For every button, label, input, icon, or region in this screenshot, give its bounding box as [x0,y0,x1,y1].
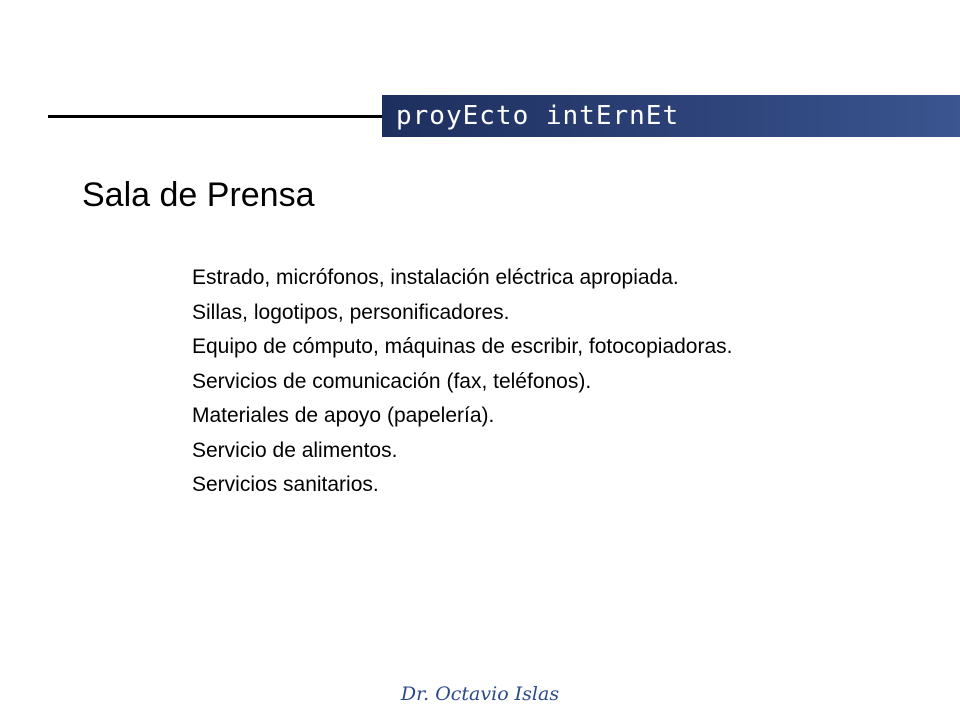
list-item: Materiales de apoyo (papelería). [192,404,495,427]
banner-logo: proyEcto intErnEt [396,101,680,131]
header-banner [382,95,960,137]
list-item: Estrado, micrófonos, instalación eléctrica apropiada. [192,266,679,289]
list-item: Sillas, logotipos, personificadores. [192,300,510,324]
list-item: Servicio de alimentos. [192,438,398,462]
list-item: Servicios de comunicación (fax, teléfonos). [192,369,592,393]
list-item: Equipo de cómputo, máquinas de escribir, fotocopiadoras. [192,335,733,358]
footer-author: Dr. Octavio Islas [400,683,560,705]
header-rule-line [48,115,384,118]
slide-title: Sala de Prensa [82,176,315,214]
bullet-list [192,261,733,503]
list-item: Servicios sanitarios. [192,473,379,496]
